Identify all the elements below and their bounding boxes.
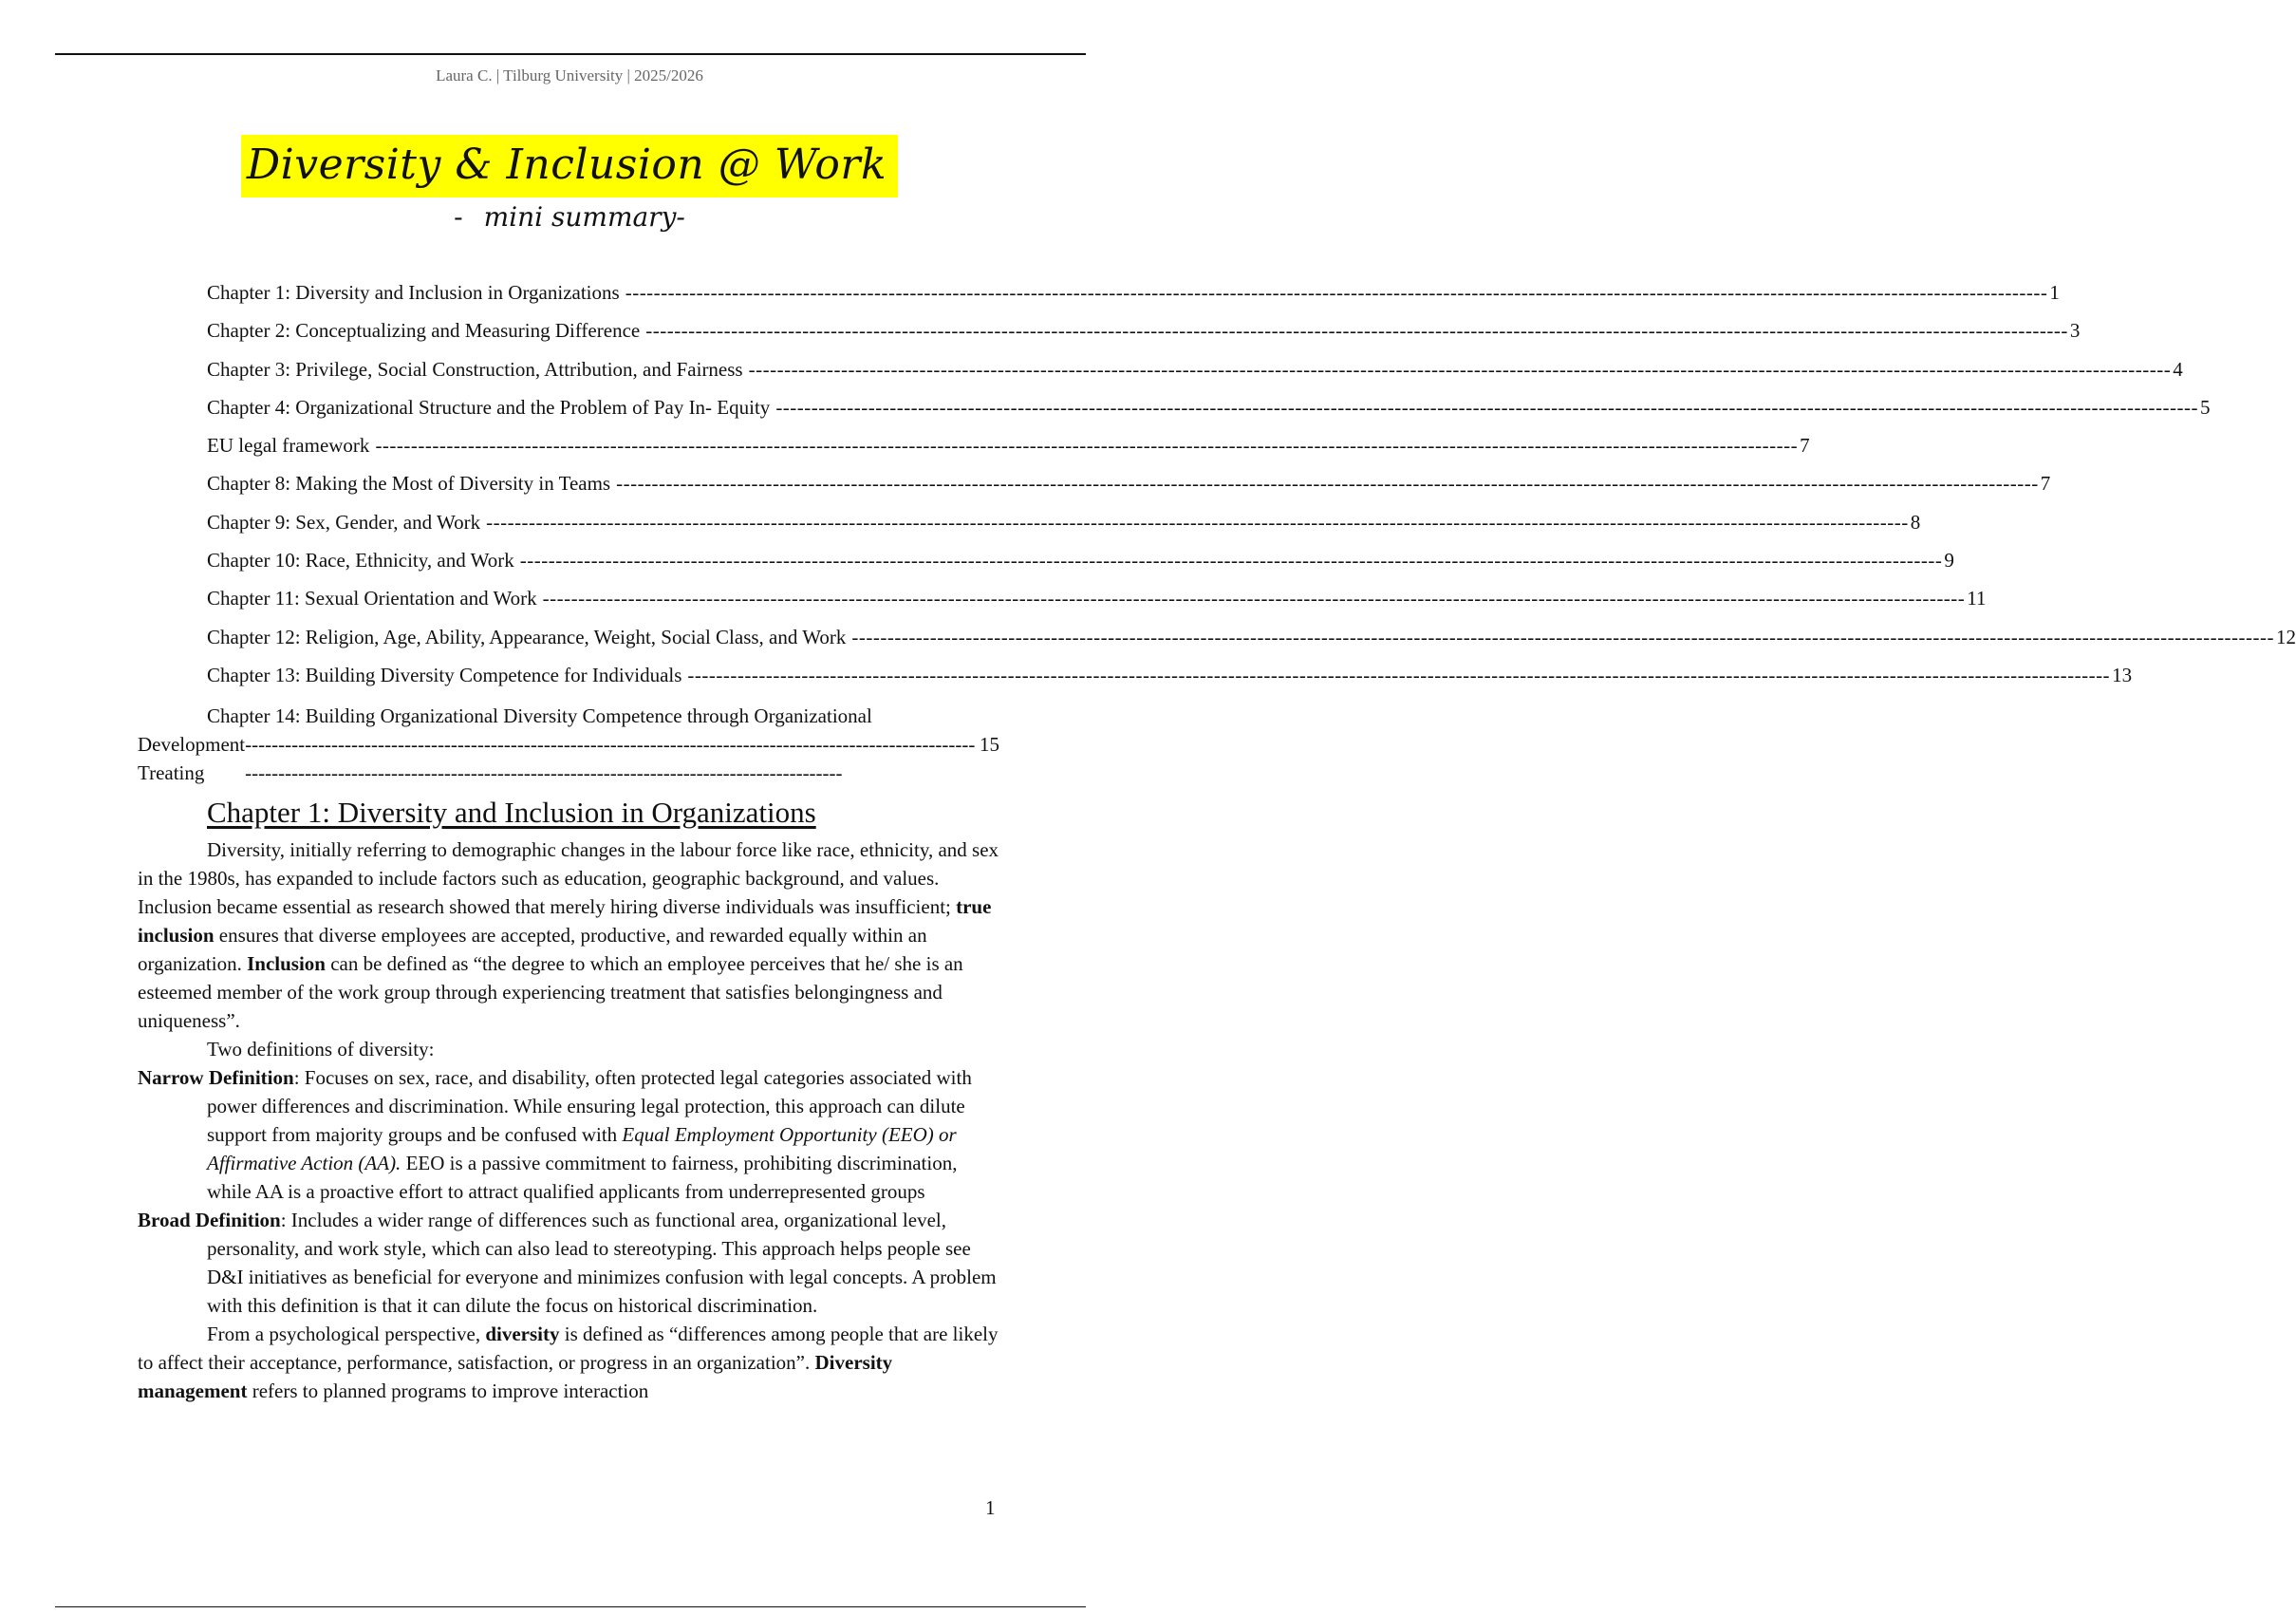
toc-leader: -------------------------------------------------------------------------------------------------------------------------------------------------------------------------------------------------------- [687, 663, 2111, 686]
bottom-rule [55, 1606, 1086, 1607]
toc-page-number: 7 [1800, 434, 1810, 458]
definition-broad [138, 1206, 999, 1320]
toc-page-number: 5 [2199, 395, 2211, 419]
text-run: refers to planned programs to improve interaction [247, 1379, 649, 1402]
toc-leader: -------------------------------------------------------------------------------------------------------------------------------------------------------------------------------------------------------- [625, 281, 2048, 304]
toc-leader: -------------------------------------------------------------------------------------------------------------------------------------------------------------------------------------------------------- [245, 733, 976, 785]
title-block [0, 135, 1139, 197]
subtitle-text: mini summary- [483, 201, 685, 233]
document-subtitle [0, 201, 1139, 233]
page-number: 1 [985, 1496, 996, 1519]
running-header: Laura C. | Tilburg University | 2025/2026 [436, 66, 703, 84]
paragraph-two-definitions: Two definitions of diversity: [207, 1038, 435, 1060]
toc-entry[interactable] [138, 434, 1810, 472]
toc-entry-label: Chapter 2: Conceptualizing and Measuring Difference [207, 319, 641, 343]
toc-entry[interactable] [138, 357, 2183, 396]
toc-page-number: 3 [2069, 319, 2081, 343]
bold-term: diversity [485, 1323, 560, 1345]
document-title: Diversity & Inclusion @ Work [241, 135, 898, 197]
subtitle-dash: - [454, 201, 463, 233]
toc-entry-label: Chapter 8: Making the Most of Diversity in Teams [207, 472, 611, 496]
toc-leader: -------------------------------------------------------------------------------------------------------------------------------------------------------------------------------------------------------- [375, 434, 1799, 458]
toc-entry[interactable] [138, 549, 1954, 587]
top-rule [55, 53, 1086, 55]
toc-page-number: 4 [2173, 357, 2183, 381]
toc-entry-label: Chapter 10: Race, Ethnicity, and Work [207, 549, 514, 572]
toc-entry-label: Chapter 3: Privilege, Social Construction, Attribution, and Fairness [207, 357, 743, 381]
toc-entry-label: Chapter 1: Diversity and Inclusion in Organizations [207, 281, 620, 304]
toc-leader: -------------------------------------------------------------------------------------------------------------------------------------------------------------------------------------------------------- [748, 357, 2172, 381]
definition-term: Broad Definition [138, 1209, 281, 1231]
table-of-contents [138, 281, 2296, 787]
bold-term: Inclusion [247, 952, 326, 975]
text-run: Diversity, initially referring to demographic changes in the labour force like race, ethnicity, and sex in the 1980s, has expanded to include factors such as education, geographic background, and values. Inclusion became essential as research showed that merely hiring diverse individuals was insufficient; [138, 838, 999, 918]
text-run: ensures that diverse employees are accepted, productive, and rewarded equally within an organization. [138, 924, 927, 975]
toc-entry-label: Chapter 9: Sex, Gender, and Work [207, 510, 481, 534]
toc-entry-label: EU legal framework [207, 434, 370, 458]
toc-entry[interactable] [138, 281, 2060, 319]
toc-page-number: 12 [2276, 625, 2296, 648]
toc-entry[interactable] [138, 587, 1987, 625]
toc-entry[interactable] [138, 472, 2051, 510]
chapter-body [138, 835, 999, 1405]
toc-page-number: 15 [980, 733, 999, 757]
toc-entry-line-2: Development Treating [138, 733, 246, 785]
toc-page-number: 13 [2112, 663, 2133, 686]
toc-entry[interactable] [138, 395, 2211, 434]
italic-term: Equal Employment Opportunity (EEO) or Affirmative Action (AA). [207, 1123, 957, 1174]
toc-entry[interactable] [138, 319, 2081, 357]
toc-page-number: 1 [2049, 281, 2060, 304]
toc-leader: -------------------------------------------------------------------------------------------------------------------------------------------------------------------------------------------------------- [542, 587, 1966, 610]
definition-narrow [138, 1063, 999, 1206]
toc-page-number: 9 [1944, 549, 1954, 572]
toc-entry[interactable] [138, 625, 2296, 664]
text-run: : Focuses on sex, race, and disability, often protected legal categories associated with power differences and discrimination. While ensuring legal protection, this approach can dilute support from majority groups and be confused with [207, 1066, 972, 1146]
definition-term: Narrow Definition [138, 1066, 294, 1089]
toc-leader: -------------------------------------------------------------------------------------------------------------------------------------------------------------------------------------------------------- [775, 395, 2198, 419]
toc-entry[interactable] [138, 510, 1921, 549]
bold-term: true inclusion [138, 895, 992, 947]
toc-entry-label: Chapter 4: Organizational Structure and the Problem of Pay In- Equity [207, 395, 771, 419]
text-run: EEO is a passive commitment to fairness, prohibiting discrimination, while AA is a proactive effort to attract qualified applicants from underrepresented groups [207, 1152, 958, 1203]
toc-entry-label: Chapter 11: Sexual Orientation and Work [207, 587, 537, 610]
toc-page-number: 11 [1967, 587, 1987, 610]
toc-entry-label: Chapter 12: Religion, Age, Ability, Appearance, Weight, Social Class, and Work [207, 625, 847, 648]
toc-leader: -------------------------------------------------------------------------------------------------------------------------------------------------------------------------------------------------------- [645, 319, 2068, 343]
chapter-heading: Chapter 1: Diversity and Inclusion in Organizations [207, 796, 816, 829]
toc-page-number: 8 [1910, 510, 1921, 534]
toc-page-number: 7 [2040, 472, 2051, 496]
text-run: can be defined as “the degree to which an employee perceives that he/ she is an esteemed member of the work group through experiencing treatment that satisfies belongingness and uniqueness”. [138, 952, 963, 1032]
paragraph-psychological [138, 1320, 999, 1405]
toc-entry-label: Chapter 13: Building Diversity Competence for Individuals [207, 663, 682, 686]
text-run: is defined as “differences among people that are likely to affect their acceptance, performance, satisfaction, or progress in an organization”. [138, 1323, 999, 1374]
toc-entry-line-1: Chapter 14: Building Organizational Diversity Competence through Organizational [207, 704, 872, 728]
toc-leader: -------------------------------------------------------------------------------------------------------------------------------------------------------------------------------------------------------- [851, 625, 2275, 648]
text-run: From a psychological perspective, [207, 1323, 486, 1345]
toc-leader: -------------------------------------------------------------------------------------------------------------------------------------------------------------------------------------------------------- [616, 472, 2039, 496]
bold-term: Diversity management [138, 1351, 893, 1402]
toc-entry[interactable] [138, 663, 2133, 702]
toc-entry-chapter-14[interactable] [138, 702, 999, 787]
paragraph-intro [138, 835, 999, 1035]
toc-leader: -------------------------------------------------------------------------------------------------------------------------------------------------------------------------------------------------------- [486, 510, 1909, 534]
toc-leader: -------------------------------------------------------------------------------------------------------------------------------------------------------------------------------------------------------- [519, 549, 1943, 572]
text-run: : Includes a wider range of differences such as functional area, organizational level, personality, and work style, which can also lead to stereotyping. This approach helps people see D&I initiatives as beneficial for everyone and minimizes confusion with legal concepts. A problem with this definition is that it can dilute the focus on historical discrimination. [207, 1209, 997, 1317]
